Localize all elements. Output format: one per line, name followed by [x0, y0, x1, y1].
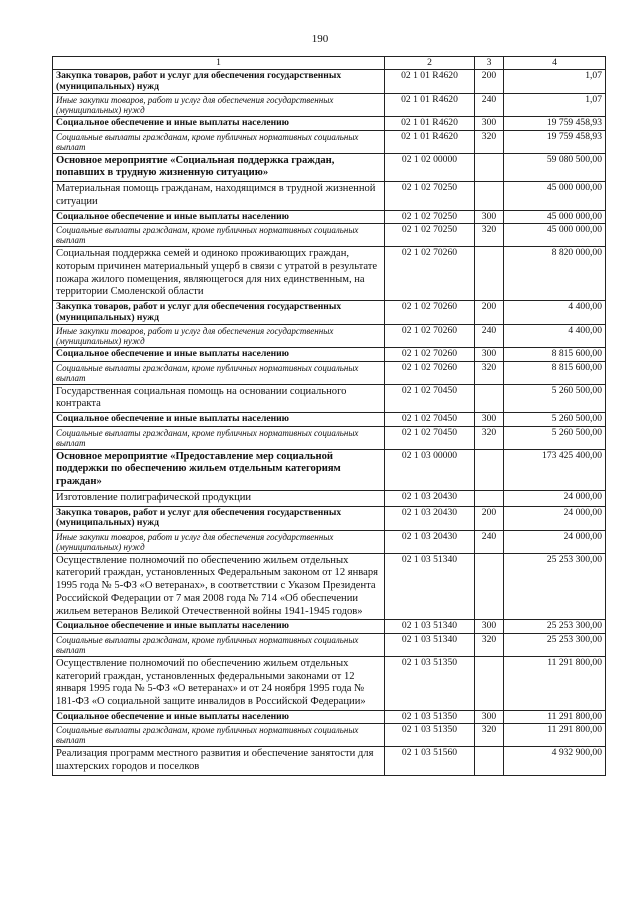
table-row: [53, 94, 606, 117]
row-code-cell: 02 1 01 R4620: [385, 117, 475, 131]
row-sum-cell: 11 291 800,00: [504, 710, 606, 724]
row-type-cell: [475, 182, 504, 210]
row-code-cell: 02 1 02 70250: [385, 182, 475, 210]
row-type-cell: 320: [475, 224, 504, 247]
row-code-cell: 02 1 02 70450: [385, 426, 475, 449]
row-code-cell: 02 1 03 51350: [385, 710, 475, 724]
row-name-cell: Иные закупки товаров, работ и услуг для обеспечения государственных (муниципальных) нужд: [53, 94, 385, 117]
table-header-row: [53, 57, 606, 70]
table-row: [53, 153, 606, 181]
row-sum-cell: 5 260 500,00: [504, 384, 606, 412]
table-row: [53, 490, 606, 506]
header-col-1: 1: [53, 57, 385, 70]
row-name-cell: Социальные выплаты гражданам, кроме публичных нормативных социальных выплат: [53, 224, 385, 247]
table-row: [53, 620, 606, 634]
row-type-cell: [475, 490, 504, 506]
row-type-cell: [475, 153, 504, 181]
row-code-cell: 02 1 02 70260: [385, 348, 475, 362]
row-type-cell: 320: [475, 426, 504, 449]
row-sum-cell: 4 932 900,00: [504, 747, 606, 775]
table-row: [53, 384, 606, 412]
table-row: [53, 413, 606, 427]
row-code-cell: 02 1 03 51560: [385, 747, 475, 775]
row-name-cell: Основное мероприятие «Социальная поддержка граждан, попавших в трудную жизненную ситуацию»: [53, 153, 385, 181]
row-code-cell: 02 1 01 R4620: [385, 130, 475, 153]
row-type-cell: 300: [475, 620, 504, 634]
row-sum-cell: 173 425 400,00: [504, 449, 606, 490]
row-sum-cell: 19 759 458,93: [504, 117, 606, 131]
table-row: [53, 426, 606, 449]
row-code-cell: 02 1 02 70260: [385, 325, 475, 348]
row-sum-cell: 45 000 000,00: [504, 210, 606, 224]
table-row: [53, 182, 606, 210]
row-code-cell: 02 1 02 70450: [385, 384, 475, 412]
row-name-cell: Социальная поддержка семей и одиноко проживающих граждан, которым причинен материальный ущерб в связи с утратой в результате пожара жилого помещения, являющегося для них единственным, на территории Смоленской области: [53, 247, 385, 301]
table-row: [53, 747, 606, 775]
row-code-cell: 02 1 02 70260: [385, 361, 475, 384]
row-sum-cell: 11 291 800,00: [504, 656, 606, 710]
row-sum-cell: 8 815 600,00: [504, 348, 606, 362]
row-name-cell: Основное мероприятие «Предоставление мер социальной поддержки по обеспечению жильем отдельным категориям граждан»: [53, 449, 385, 490]
table-row: [53, 224, 606, 247]
row-name-cell: Социальное обеспечение и иные выплаты населению: [53, 210, 385, 224]
row-name-cell: Социальное обеспечение и иные выплаты населению: [53, 413, 385, 427]
row-sum-cell: 25 253 300,00: [504, 620, 606, 634]
table-row: [53, 724, 606, 747]
row-type-cell: 240: [475, 530, 504, 553]
row-name-cell: Социальные выплаты гражданам, кроме публичных нормативных социальных выплат: [53, 633, 385, 656]
page-number: 190: [311, 33, 329, 45]
row-type-cell: 300: [475, 117, 504, 131]
budget-table: [52, 56, 606, 776]
row-sum-cell: 45 000 000,00: [504, 182, 606, 210]
table-row: [53, 553, 606, 620]
row-name-cell: Социальные выплаты гражданам, кроме публичных нормативных социальных выплат: [53, 724, 385, 747]
row-type-cell: [475, 247, 504, 301]
row-name-cell: Закупка товаров, работ и услуг для обеспечения государственных (муниципальных) нужд: [53, 506, 385, 530]
row-type-cell: 200: [475, 70, 504, 94]
header-col-3: 3: [475, 57, 504, 70]
row-code-cell: 02 1 03 51350: [385, 724, 475, 747]
row-type-cell: [475, 553, 504, 620]
table-row: [53, 506, 606, 530]
row-code-cell: 02 1 03 20430: [385, 490, 475, 506]
row-name-cell: Осуществление полномочий по обеспечению жильем отдельных категорий граждан, установленных федеральными законами от 12 января 1995 года № 5-ФЗ «О ветеранах» и от 24 ноября 1995 года № 181-ФЗ «О социальной защите инвалидов в Российской Федерации»: [53, 656, 385, 710]
row-code-cell: 02 1 03 20430: [385, 530, 475, 553]
row-sum-cell: 1,07: [504, 70, 606, 94]
row-name-cell: Материальная помощь гражданам, находящимся в трудной жизненной ситуации: [53, 182, 385, 210]
row-name-cell: Социальное обеспечение и иные выплаты населению: [53, 348, 385, 362]
row-name-cell: Социальное обеспечение и иные выплаты населению: [53, 117, 385, 131]
row-sum-cell: 24 000,00: [504, 530, 606, 553]
row-name-cell: Реализация программ местного развития и обеспечение занятости для шахтерских городов и поселков: [53, 747, 385, 775]
row-sum-cell: 4 400,00: [504, 325, 606, 348]
row-name-cell: Иные закупки товаров, работ и услуг для обеспечения государственных (муниципальных) нужд: [53, 325, 385, 348]
row-code-cell: 02 1 02 70250: [385, 224, 475, 247]
header-col-4: 4: [504, 57, 606, 70]
row-type-cell: 320: [475, 361, 504, 384]
header-col-2: 2: [385, 57, 475, 70]
table-row: [53, 361, 606, 384]
row-sum-cell: 59 080 500,00: [504, 153, 606, 181]
row-type-cell: 240: [475, 325, 504, 348]
row-type-cell: 300: [475, 413, 504, 427]
row-type-cell: 200: [475, 506, 504, 530]
table-row: [53, 130, 606, 153]
row-type-cell: 320: [475, 633, 504, 656]
row-sum-cell: 24 000,00: [504, 506, 606, 530]
row-name-cell: Государственная социальная помощь на основании социального контракта: [53, 384, 385, 412]
row-name-cell: Осуществление полномочий по обеспечению жильем отдельных категорий граждан, установленных Федеральным законом от 12 января 1995 года № 5-ФЗ «О ветеранах», в соответствии с Указом Президента Российской Федерации от 7 мая 2008 года № 714 «Об обеспечении жильем ветеранов Великой Отечественной войны 1941-1945 годов»: [53, 553, 385, 620]
table-row: [53, 301, 606, 325]
row-type-cell: 300: [475, 348, 504, 362]
row-sum-cell: 25 253 300,00: [504, 633, 606, 656]
table-row: [53, 656, 606, 710]
row-code-cell: 02 1 01 R4620: [385, 70, 475, 94]
row-sum-cell: 1,07: [504, 94, 606, 117]
table-row: [53, 325, 606, 348]
row-code-cell: 02 1 02 00000: [385, 153, 475, 181]
row-type-cell: 200: [475, 301, 504, 325]
table-row: [53, 633, 606, 656]
row-code-cell: 02 1 02 70260: [385, 247, 475, 301]
row-code-cell: 02 1 03 51340: [385, 620, 475, 634]
row-sum-cell: 19 759 458,93: [504, 130, 606, 153]
row-name-cell: Иные закупки товаров, работ и услуг для обеспечения государственных (муниципальных) нужд: [53, 530, 385, 553]
row-code-cell: 02 1 02 70450: [385, 413, 475, 427]
row-sum-cell: 5 260 500,00: [504, 426, 606, 449]
row-name-cell: Закупка товаров, работ и услуг для обеспечения государственных (муниципальных) нужд: [53, 70, 385, 94]
row-sum-cell: 5 260 500,00: [504, 413, 606, 427]
row-code-cell: 02 1 03 20430: [385, 506, 475, 530]
row-sum-cell: 4 400,00: [504, 301, 606, 325]
row-code-cell: 02 1 02 70260: [385, 301, 475, 325]
row-name-cell: Социальные выплаты гражданам, кроме публичных нормативных социальных выплат: [53, 130, 385, 153]
row-code-cell: 02 1 03 51340: [385, 553, 475, 620]
row-name-cell: Социальные выплаты гражданам, кроме публичных нормативных социальных выплат: [53, 426, 385, 449]
row-sum-cell: 8 820 000,00: [504, 247, 606, 301]
table-row: [53, 530, 606, 553]
row-sum-cell: 25 253 300,00: [504, 553, 606, 620]
row-type-cell: [475, 747, 504, 775]
table-row: [53, 70, 606, 94]
row-code-cell: 02 1 03 00000: [385, 449, 475, 490]
row-type-cell: [475, 449, 504, 490]
row-name-cell: Социальные выплаты гражданам, кроме публичных нормативных социальных выплат: [53, 361, 385, 384]
table-row: [53, 247, 606, 301]
row-type-cell: [475, 656, 504, 710]
row-code-cell: 02 1 01 R4620: [385, 94, 475, 117]
row-type-cell: 300: [475, 210, 504, 224]
table-row: [53, 710, 606, 724]
row-name-cell: Закупка товаров, работ и услуг для обеспечения государственных (муниципальных) нужд: [53, 301, 385, 325]
row-name-cell: Социальное обеспечение и иные выплаты населению: [53, 620, 385, 634]
row-name-cell: Социальное обеспечение и иные выплаты населению: [53, 710, 385, 724]
row-type-cell: 240: [475, 94, 504, 117]
row-sum-cell: 8 815 600,00: [504, 361, 606, 384]
row-code-cell: 02 1 03 51340: [385, 633, 475, 656]
table-row: [53, 449, 606, 490]
row-name-cell: Изготовление полиграфической продукции: [53, 490, 385, 506]
row-code-cell: 02 1 02 70250: [385, 210, 475, 224]
row-type-cell: 320: [475, 724, 504, 747]
row-type-cell: [475, 384, 504, 412]
row-sum-cell: 24 000,00: [504, 490, 606, 506]
table-row: [53, 348, 606, 362]
row-sum-cell: 11 291 800,00: [504, 724, 606, 747]
table-row: [53, 210, 606, 224]
row-code-cell: 02 1 03 51350: [385, 656, 475, 710]
table-row: [53, 117, 606, 131]
row-type-cell: 320: [475, 130, 504, 153]
row-type-cell: 300: [475, 710, 504, 724]
row-sum-cell: 45 000 000,00: [504, 224, 606, 247]
